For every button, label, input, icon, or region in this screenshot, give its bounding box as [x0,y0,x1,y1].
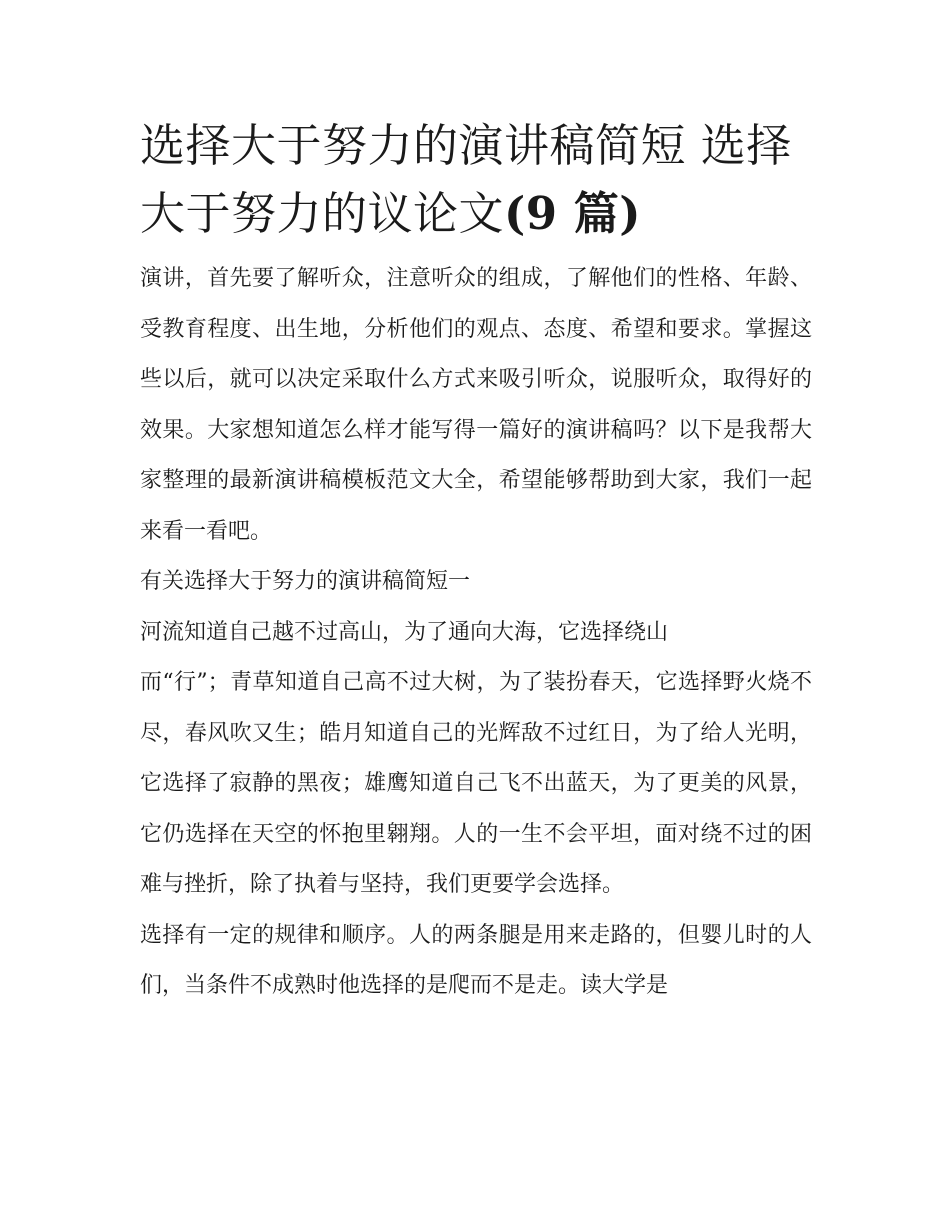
title-main-text: 选择大于努力的演讲稿简短 选择大于努力的议论文 [140,119,792,240]
body-paragraph-2: 而“行”；青草知道自己高不过大树，为了装扮春天，它选择野火烧不尽，春风吹又生；皓月知道自己的光辉敌不过红日，为了给人光明，它选择了寂静的黑夜；雄鹰知道自己飞不出蓝天，为了更美的风景，它仍选择在天空的怀抱里翱翔。人的一生不会平坦，面对绕不过的困难与挫折，除了执着与坚持，我们更要学会选择。 [140,670,812,897]
section-heading: 有关选择大于努力的演讲稿简短一 [140,569,471,594]
document-title [140,112,812,248]
document-content [140,112,812,1012]
intro-paragraph: 演讲，首先要了解听众，注意听众的组成，了解他们的性格、年龄、受教育程度、出生地，分析他们的观点、态度、希望和要求。掌握这些以后，就可以决定采取什么方式来吸引听众，说服听众，取得好的效果。大家想知道怎么样才能写得一篇好的演讲稿吗？以下是我帮大家整理的最新演讲稿模板范文大全，希望能够帮助到大家，我们一起来看一看吧。 [140,266,812,544]
body-paragraph-3: 选择有一定的规律和顺序。人的两条腿是用来走路的，但婴儿时的人们，当条件不成熟时他选择的是爬而不是走。读大学是 [140,922,812,998]
title-count-text: (9 篇) [504,187,642,240]
body-paragraph-1: 河流知道自己越不过高山，为了通向大海，它选择绕山 [140,619,669,645]
